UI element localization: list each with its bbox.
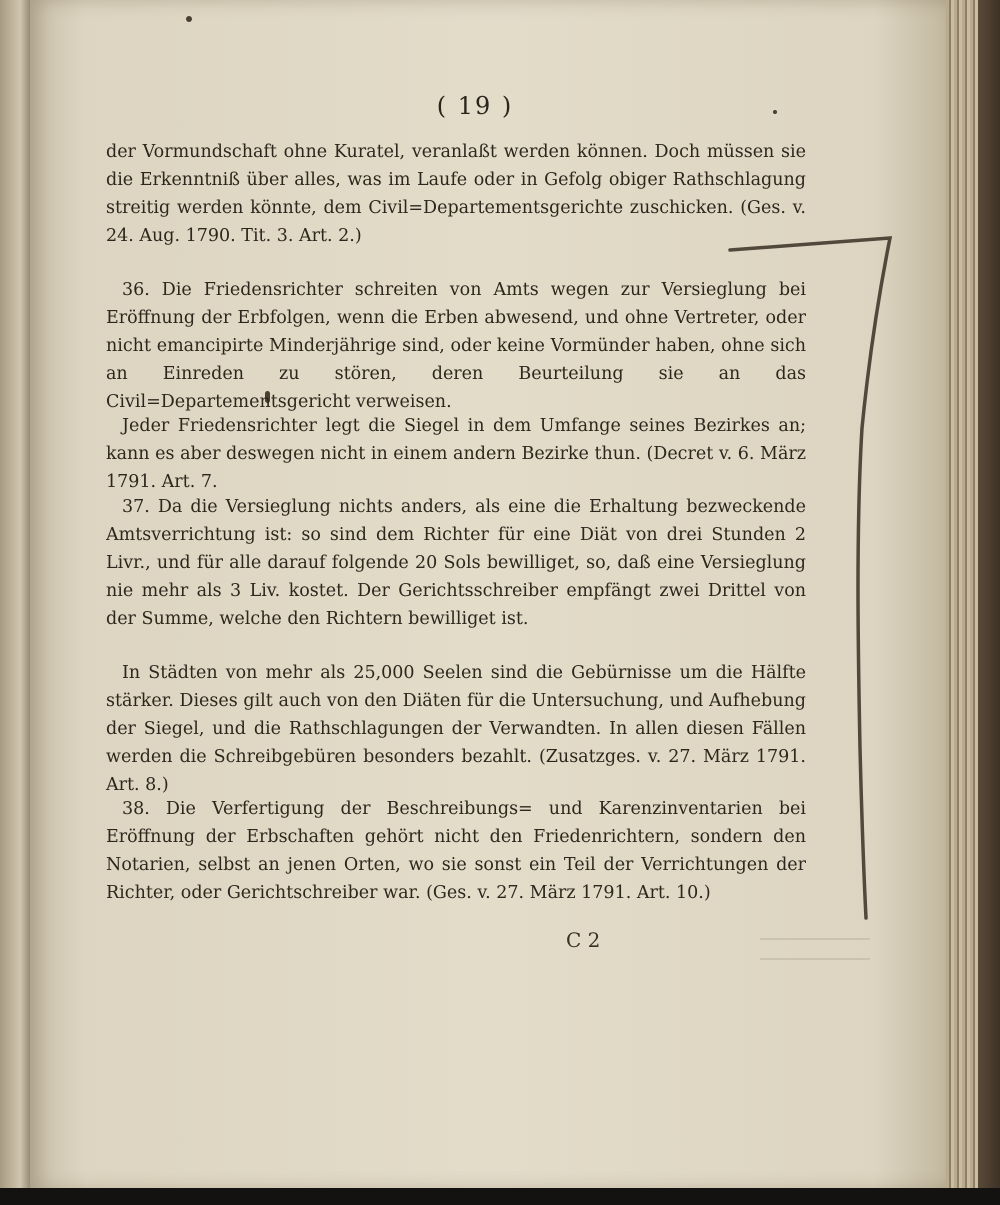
background-strip [0, 1188, 1000, 1205]
book-binding [978, 0, 1000, 1205]
paragraph-37: 37. Da die Versieglung nichts anders, als eine die Erhaltung bezweckende Amtsverrichtung ist: so sind dem Richter für eine Diät von drei Stunden 2 Livr., und für alle darauf folgende 20 Sols bewilliget, so, daß eine Versieglung nie mehr als 3 Liv. kostet. Der Gerichtsschreiber empfängt zwei Drittel von der Summe, welche den Richtern bewilliget ist. [106, 497, 806, 629]
ink-speck [773, 110, 777, 114]
paragraph-37-addendum: In Städten von mehr als 25,000 Seelen sind die Gebürnisse um die Hälfte stärker. Dieses gilt auch von den Diäten für die Untersuchung, und Aufhebung der Siegel, und die Rathschlagungen der Verwandten. In allen diesen Fällen werden die Schreibgebüren besonders bezahlt. (Zusatzges. v. 27. März 1791. Art. 8.) [106, 663, 806, 795]
paragraph-38: 38. Die Verfertigung der Beschreibungs= und Karenzinventarien bei Eröffnung der Erbschaften gehört nicht den Friedenrichtern, sondern den Notarien, selbst an jenen Orten, wo sie sonst ein Teil der Verrichtungen der Richter, oder Gerichtschreiber war. (Ges. v. 27. März 1791. Art. 10.) [106, 799, 806, 903]
signature-mark: C 2 [566, 928, 601, 952]
page-number: ( 19 ) [436, 92, 514, 120]
paragraph-continuation: der Vormundschaft ohne Kuratel, veranlaßt werden können. Doch müssen sie die Erkenntniß über alles, was im Laufe oder in Gefolg obiger Rathschlagung streitig werden könnte, dem Civil=Departementsgerichte zuschicken. (Ges. v. 24. Aug. 1790. Tit. 3. Art. 2.) [106, 142, 806, 246]
facing-page-edge [0, 0, 34, 1205]
paragraph-36: 36. Die Friedensrichter schreiten von Amts wegen zur Versieglung bei Eröffnung der Erbfolgen, wenn die Erben abwesend, und ohne Vertreter, oder nicht emancipirte Minderjährige sind, oder keine Vormünder haben, ohne sich an Einreden zu stören, deren Beurteilung sie an das Civil=Departementsgericht verweisen. [106, 280, 806, 412]
handwritten-margin-bracket [720, 228, 900, 928]
show-through-text [760, 930, 870, 970]
ink-speck [186, 16, 192, 22]
paragraph-36-addendum: Jeder Friedensrichter legt die Siegel in dem Umfange seines Bezirkes an; kann es aber deswegen nicht in einem andern Bezirke thun. (Decret v. 6. März 1791. Art. 7. [106, 416, 806, 492]
